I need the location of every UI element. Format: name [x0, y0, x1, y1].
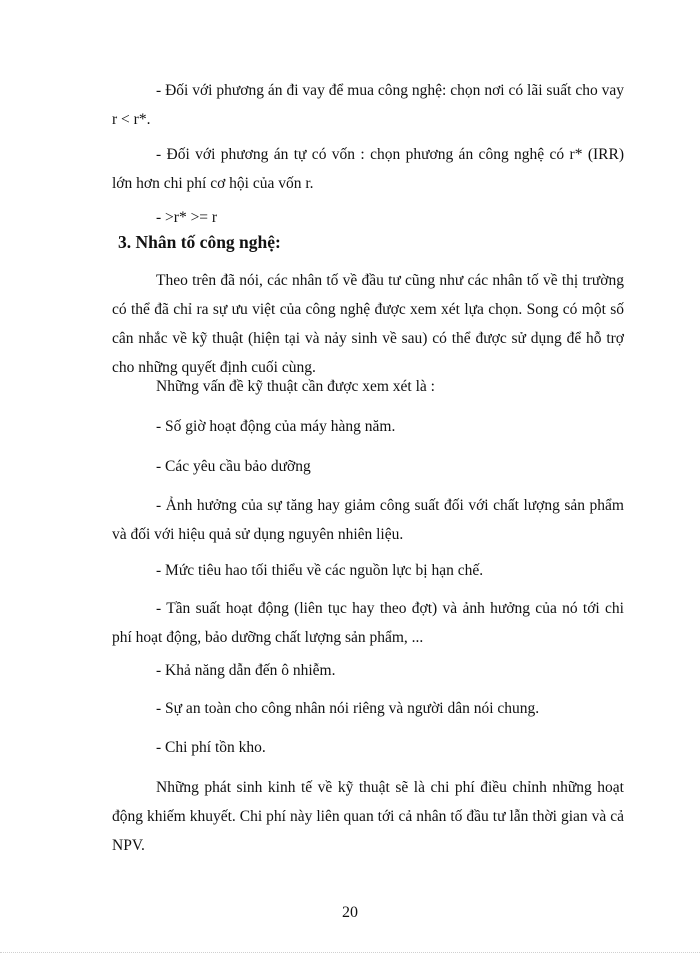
- list-item: - Số giờ hoạt động của máy hàng năm.: [156, 418, 396, 435]
- list-item: - Mức tiêu hao tối thiểu về các nguồn lực bị hạn chế.: [156, 562, 484, 579]
- paragraph-conclusion: Những phát sinh kinh tế về kỹ thuật sẽ là chi phí điều chỉnh những hoạt động khiếm khuyết. Chi phí này liên quan tới cả nhân tố đầu tư lẫn thời gian và cả NPV.: [112, 779, 624, 854]
- section-heading: 3. Nhân tố công nghệ:: [118, 232, 281, 252]
- paragraph-loan-option: - Đối với phương án đi vay để mua công nghệ: chọn nơi có lãi suất cho vay r < r*.: [112, 82, 624, 128]
- list-item: - Ảnh hưởng của sự tăng hay giảm công suất đối với chất lượng sản phẩm và đối với hiệu quả sử dụng nguyên nhiên liệu.: [112, 497, 624, 543]
- list-item: - Khả năng dẫn đến ô nhiễm.: [156, 662, 336, 679]
- list-item: - Các yêu cầu bảo dưỡng: [156, 458, 311, 475]
- list-item: - Chi phí tồn kho.: [156, 739, 266, 756]
- paragraph-issues-lead: Những vấn đề kỹ thuật cần được xem xét là :: [156, 378, 435, 395]
- paragraph-own-capital-option: - Đối với phương án tự có vốn : chọn phương án công nghệ có r* (IRR) lớn hơn chi phí cơ hội của vốn r.: [112, 146, 624, 192]
- paragraph-condition: - >r* >= r: [156, 209, 218, 226]
- page-number: 20: [342, 904, 358, 921]
- page-bottom-divider: [0, 952, 700, 953]
- list-item: - Tần suất hoạt động (liên tục hay theo đợt) và ảnh hưởng của nó tới chi phí hoạt động, bảo dưỡng chất lượng sản phẩm, ...: [112, 600, 624, 646]
- paragraph-intro: Theo trên đã nói, các nhân tố về đầu tư cũng như các nhân tố về thị trường có thể đã chỉ ra sự ưu việt của công nghệ được xem xét lựa chọn. Song có một số cân nhắc về kỹ thuật (hiện tại và nảy sinh về sau) có thể được sử dụng để hỗ trợ cho những quyết định cuối cùng.: [112, 272, 624, 376]
- list-item: - Sự an toàn cho công nhân nói riêng và người dân nói chung.: [156, 700, 540, 717]
